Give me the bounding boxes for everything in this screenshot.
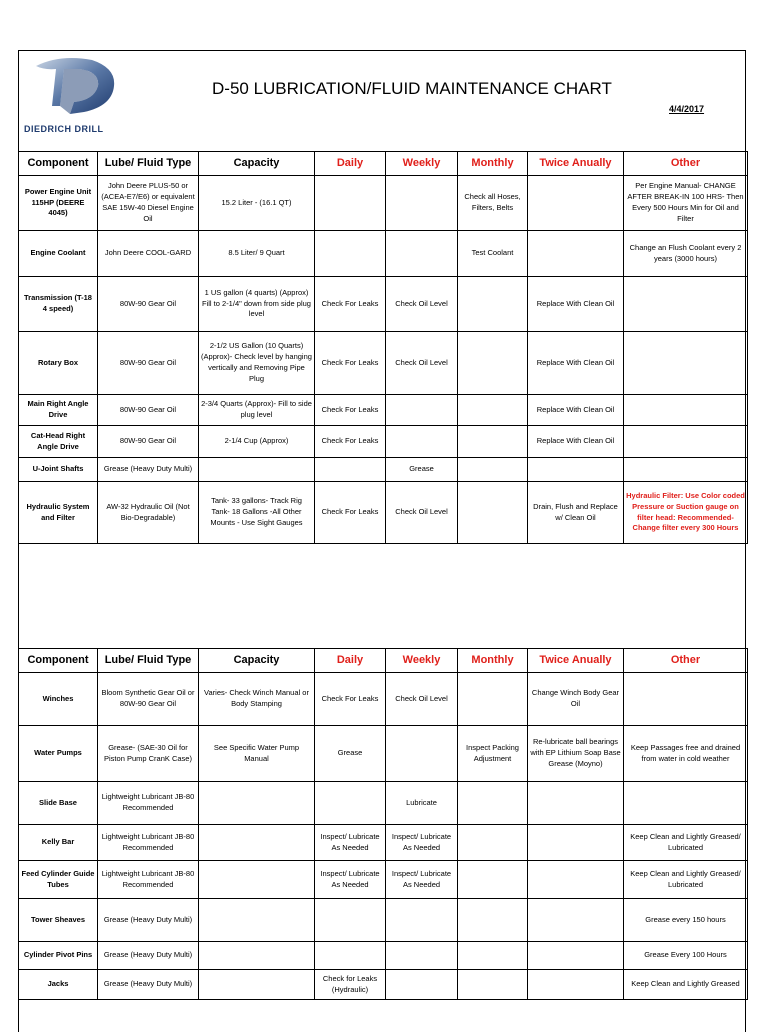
cell: [386, 426, 458, 458]
cell: Power Engine Unit 115HP (DEERE 4045): [19, 176, 98, 231]
col-header: Weekly: [386, 152, 458, 176]
col-header: Daily: [315, 649, 386, 673]
cell: [528, 825, 624, 861]
cell: Per Engine Manual- CHANGE AFTER BREAK-IN 100 HRS- Then Every 500 Hours Min for Oil and Filter: [624, 176, 748, 231]
cell: [458, 332, 528, 395]
cell: [458, 970, 528, 1000]
cell: Check For Leaks: [315, 426, 386, 458]
cell: [199, 942, 315, 970]
cell: [528, 899, 624, 942]
cell: [315, 231, 386, 277]
cell: [386, 726, 458, 782]
table-row: [19, 825, 748, 861]
cell: Check Oil Level: [386, 277, 458, 332]
cell: Hydraulic Filter: Use Color coded Pressure or Suction gauge on filter head: Recommended- Change filter every 300 Hours: [624, 482, 748, 544]
col-header: Component: [19, 649, 98, 673]
cell: Lubricate: [386, 782, 458, 825]
cell: Replace With Clean Oil: [528, 426, 624, 458]
cell: [199, 970, 315, 1000]
cell: Re-lubricate ball bearings with EP Lithium Soap Base Grease (Moyno): [528, 726, 624, 782]
document-date: 4/4/2017: [669, 104, 705, 114]
cell: John Deere COOL-GARD: [98, 231, 199, 277]
cell: Lightweight Lubricant JB-80 Recommended: [98, 782, 199, 825]
cell: [528, 458, 624, 482]
cell: [315, 899, 386, 942]
col-header: Lube/ Fluid Type: [98, 649, 199, 673]
cell: Change Winch Body Gear Oil: [528, 673, 624, 726]
cell: Inspect/ Lubricate As Needed: [386, 825, 458, 861]
col-header: Daily: [315, 152, 386, 176]
table-header-row: [19, 649, 748, 673]
table-row: [19, 277, 748, 332]
cell: Grease (Heavy Duty Multi): [98, 458, 199, 482]
cell: Keep Clean and Lightly Greased/ Lubricated: [624, 861, 748, 899]
table-row: [19, 426, 748, 458]
col-header: Lube/ Fluid Type: [98, 152, 199, 176]
cell: [458, 395, 528, 426]
cell: [528, 861, 624, 899]
cell: Check For Leaks: [315, 673, 386, 726]
cell: [386, 942, 458, 970]
cell: Jacks: [19, 970, 98, 1000]
cell: [386, 231, 458, 277]
cell: [458, 942, 528, 970]
cell: [528, 176, 624, 231]
table-row: [19, 970, 748, 1000]
cell: 1 US gallon (4 quarts) (Approx) Fill to 2-1/4" down from side plug level: [199, 277, 315, 332]
cell: [458, 899, 528, 942]
cell: Change an Flush Coolant every 2 years (3000 hours): [624, 231, 748, 277]
table-row: [19, 899, 748, 942]
cell: John Deere PLUS-50 or (ACEA-E7/E6) or equivalent SAE 15W-40 Diesel Engine Oil: [98, 176, 199, 231]
cell: Inspect Packing Adjustment: [458, 726, 528, 782]
cell: AW-32 Hydraulic Oil (Not Bio-Degradable): [98, 482, 199, 544]
cell: Check For Leaks: [315, 395, 386, 426]
cell: Grease: [315, 726, 386, 782]
cell: Drain, Flush and Replace w/ Clean Oil: [528, 482, 624, 544]
table-row: [19, 726, 748, 782]
cell: [199, 899, 315, 942]
cell: Grease every 150 hours: [624, 899, 748, 942]
cell: Test Coolant: [458, 231, 528, 277]
cell: Grease- (SAE-30 Oil for Piston Pump CranK Case): [98, 726, 199, 782]
cell: Cylinder Pivot Pins: [19, 942, 98, 970]
cell: Tank- 33 gallons- Track Rig Tank- 18 Gallons -All Other Mounts - Use Sight Gauges: [199, 482, 315, 544]
cell: Varies- Check Winch Manual or Body Stamping: [199, 673, 315, 726]
cell: 2-3/4 Quarts (Approx)- Fill to side plug level: [199, 395, 315, 426]
cell: Inspect/ Lubricate As Needed: [386, 861, 458, 899]
cell: [458, 782, 528, 825]
table-header-row: [19, 152, 748, 176]
cell: [528, 942, 624, 970]
cell: [199, 861, 315, 899]
maintenance-table-1: [18, 151, 748, 544]
cell: Check Oil Level: [386, 482, 458, 544]
col-header: Monthly: [458, 152, 528, 176]
cell: [624, 673, 748, 726]
diedrich-drill-d-logo-icon: [30, 56, 118, 116]
cell: Check For Leaks: [315, 332, 386, 395]
cell: 80W-90 Gear Oil: [98, 426, 199, 458]
cell: Grease (Heavy Duty Multi): [98, 970, 199, 1000]
cell: [624, 332, 748, 395]
cell: Keep Clean and Lightly Greased/ Lubricated: [624, 825, 748, 861]
logo-text: DIEDRICH DRILL: [24, 124, 104, 134]
cell: Bloom Synthetic Gear Oil or 80W-90 Gear Oil: [98, 673, 199, 726]
page-title: D-50 LUBRICATION/FLUID MAINTENANCE CHART: [212, 79, 612, 98]
table-row: [19, 176, 748, 231]
cell: Transmission (T-18 4 speed): [19, 277, 98, 332]
cell: 8.5 Liter/ 9 Quart: [199, 231, 315, 277]
cell: [528, 970, 624, 1000]
maintenance-table-2: [18, 648, 748, 1000]
cell: Hydraulic System and Filter: [19, 482, 98, 544]
cell: [315, 782, 386, 825]
col-header: Monthly: [458, 649, 528, 673]
cell: Keep Clean and Lightly Greased: [624, 970, 748, 1000]
table-row: [19, 458, 748, 482]
col-header: Capacity: [199, 649, 315, 673]
cell: [386, 899, 458, 942]
cell: [528, 231, 624, 277]
col-header: Weekly: [386, 649, 458, 673]
cell: Winches: [19, 673, 98, 726]
cell: [458, 458, 528, 482]
cell: Check Oil Level: [386, 332, 458, 395]
table-row: [19, 231, 748, 277]
cell: Check all Hoses, Filters, Belts: [458, 176, 528, 231]
cell: 80W-90 Gear Oil: [98, 277, 199, 332]
cell: Cat-Head Right Angle Drive: [19, 426, 98, 458]
cell: [624, 395, 748, 426]
col-header: Capacity: [199, 152, 315, 176]
col-header: Other: [624, 649, 748, 673]
col-header: Twice Anually: [528, 152, 624, 176]
cell: Check Oil Level: [386, 673, 458, 726]
cell: Slide Base: [19, 782, 98, 825]
cell: Kelly Bar: [19, 825, 98, 861]
cell: 2-1/2 US Gallon (10 Quarts) (Approx)- Check level by hanging vertically and Removing Pipe Plug: [199, 332, 315, 395]
cell: 2-1/4 Cup (Approx): [199, 426, 315, 458]
cell: [624, 458, 748, 482]
cell: [386, 970, 458, 1000]
cell: [458, 861, 528, 899]
cell: [386, 395, 458, 426]
cell: [315, 458, 386, 482]
cell: [624, 277, 748, 332]
table-row: [19, 332, 748, 395]
table-row: [19, 482, 748, 544]
cell: [458, 482, 528, 544]
cell: Water Pumps: [19, 726, 98, 782]
cell: [624, 782, 748, 825]
cell: Inspect/ Lubricate As Needed: [315, 861, 386, 899]
table-row: [19, 861, 748, 899]
table-row: [19, 673, 748, 726]
cell: Replace With Clean Oil: [528, 277, 624, 332]
cell: 80W-90 Gear Oil: [98, 395, 199, 426]
cell: Engine Coolant: [19, 231, 98, 277]
cell: [199, 782, 315, 825]
col-header: Other: [624, 152, 748, 176]
table-row: [19, 782, 748, 825]
cell: [458, 277, 528, 332]
cell: Grease Every 100 Hours: [624, 942, 748, 970]
cell: [199, 825, 315, 861]
logo: [22, 56, 142, 134]
cell: 80W-90 Gear Oil: [98, 332, 199, 395]
cell: Inspect/ Lubricate As Needed: [315, 825, 386, 861]
cell: [458, 825, 528, 861]
cell: Check For Leaks: [315, 277, 386, 332]
cell: Grease (Heavy Duty Multi): [98, 899, 199, 942]
cell: Main Right Angle Drive: [19, 395, 98, 426]
cell: Replace With Clean Oil: [528, 395, 624, 426]
cell: Replace With Clean Oil: [528, 332, 624, 395]
cell: 15.2 Liter - (16.1 QT): [199, 176, 315, 231]
cell: Check For Leaks: [315, 482, 386, 544]
cell: Check for Leaks (Hydraulic): [315, 970, 386, 1000]
col-header: Component: [19, 152, 98, 176]
cell: Grease (Heavy Duty Multi): [98, 942, 199, 970]
cell: [624, 426, 748, 458]
cell: [315, 176, 386, 231]
cell: [199, 458, 315, 482]
cell: Keep Passages free and drained from water in cold weather: [624, 726, 748, 782]
cell: [458, 426, 528, 458]
table-row: [19, 942, 748, 970]
cell: Tower Sheaves: [19, 899, 98, 942]
cell: Feed Cylinder Guide Tubes: [19, 861, 98, 899]
cell: U-Joint Shafts: [19, 458, 98, 482]
col-header: Twice Anually: [528, 649, 624, 673]
cell: Grease: [386, 458, 458, 482]
cell: Lightweight Lubricant JB-80 Recommended: [98, 861, 199, 899]
table-row: [19, 395, 748, 426]
cell: [386, 176, 458, 231]
cell: Rotary Box: [19, 332, 98, 395]
cell: [315, 942, 386, 970]
cell: See Specific Water Pump Manual: [199, 726, 315, 782]
cell: Lightweight Lubricant JB-80 Recommended: [98, 825, 199, 861]
cell: [528, 782, 624, 825]
cell: [458, 673, 528, 726]
